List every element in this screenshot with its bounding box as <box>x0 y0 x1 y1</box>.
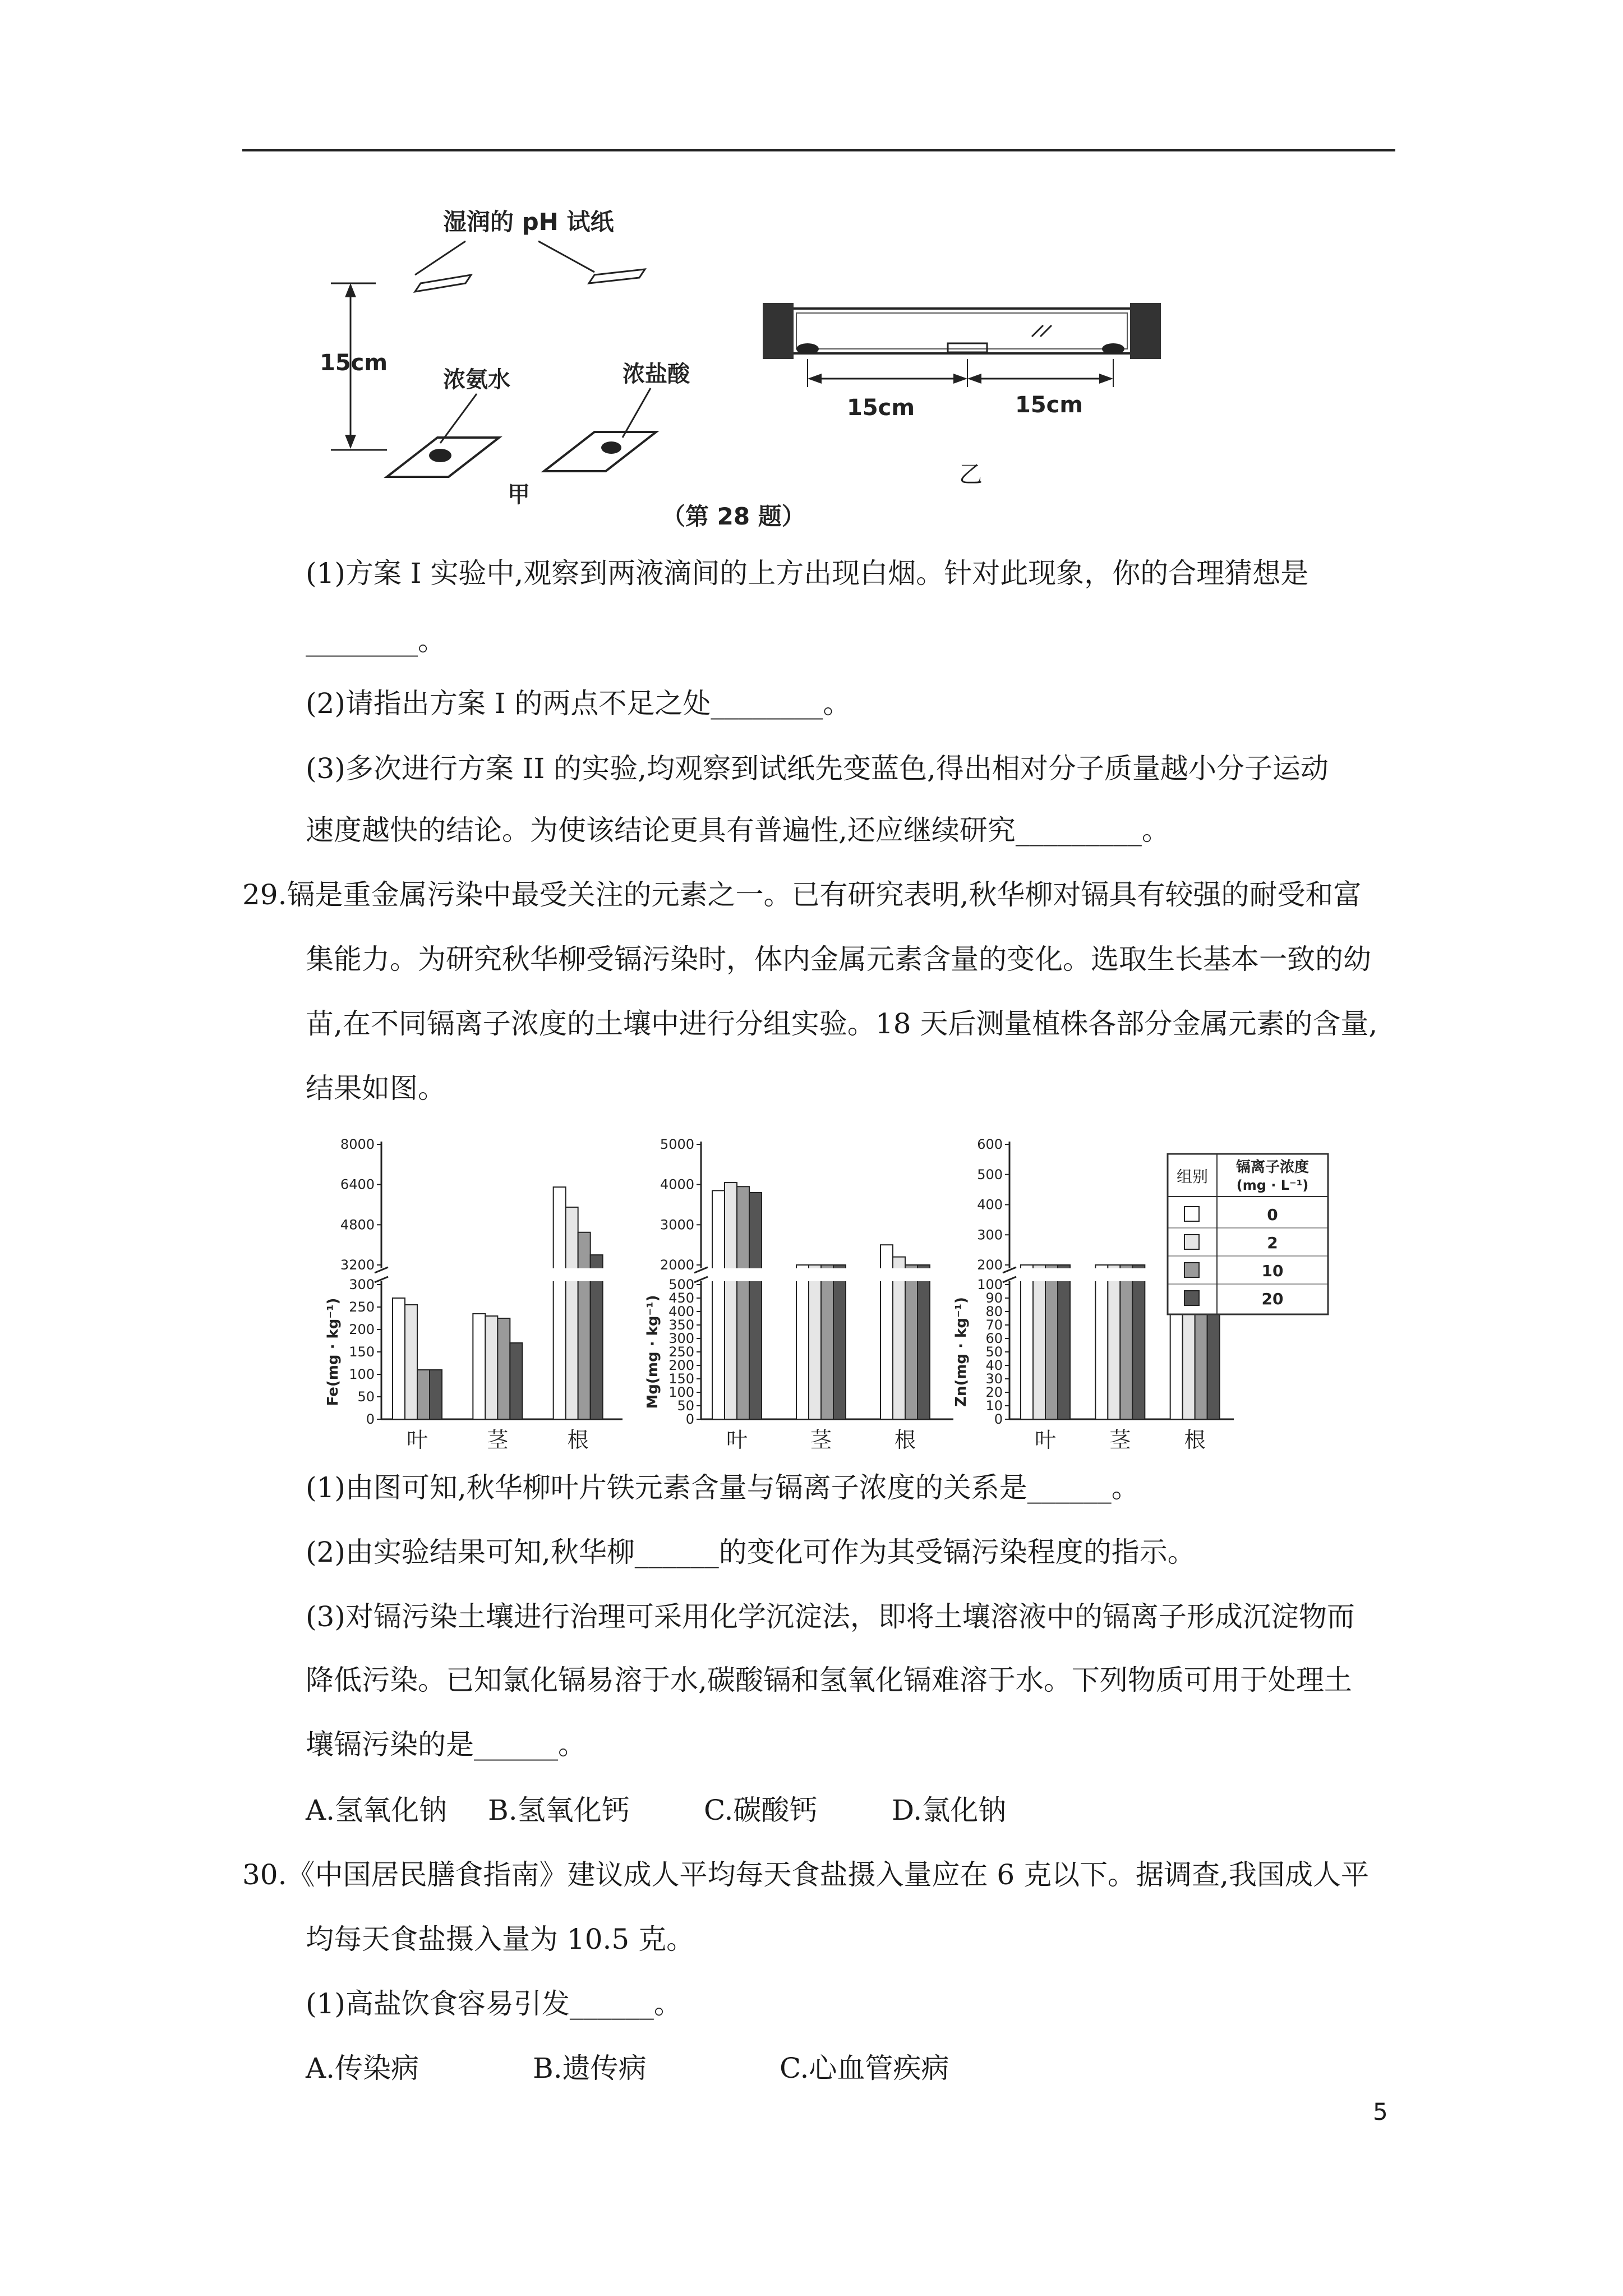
x-tick-label: 茎 <box>487 1428 509 1452</box>
q28-sub1-blank: ________。 <box>306 624 446 657</box>
x-tick-label: 叶 <box>406 1428 428 1452</box>
bar <box>497 1318 510 1419</box>
y-tick-label: 10 <box>985 1398 1003 1414</box>
x-tick-label: 叶 <box>726 1428 748 1452</box>
page-number: 5 <box>1373 2098 1388 2125</box>
q29-option-c: C.碳酸钙 <box>704 1794 818 1826</box>
q29-sub1: (1)由图可知,秋华柳叶片铁元素含量与镉离子浓度的关系是______。 <box>306 1471 1140 1504</box>
y-tick-label: 200 <box>977 1257 1003 1273</box>
bar <box>725 1182 737 1419</box>
y-tick-label: 3000 <box>660 1217 694 1233</box>
bar <box>917 1265 930 1419</box>
q28-sub3-a: (3)多次进行方案 II 的实验,均观察到试纸先变蓝色,得出相对分子质量越小分子运动 <box>306 752 1329 785</box>
q30-para-2: 均每天食盐摄入量为 10.5 克。 <box>306 1923 695 1955</box>
y-tick-label: 100 <box>668 1384 694 1400</box>
bar <box>809 1265 821 1419</box>
bar <box>430 1370 442 1419</box>
y-axis-label: Mg(mg · kg⁻¹) <box>644 1295 661 1409</box>
legend-swatch <box>1184 1291 1199 1305</box>
bar <box>833 1265 846 1419</box>
bar <box>566 1207 578 1419</box>
yi-right-dist: 15cm <box>1015 392 1083 418</box>
q29-option-b: B.氢氧化钙 <box>488 1794 630 1826</box>
x-tick-label: 叶 <box>1034 1428 1057 1452</box>
q28-sub2: (2)请指出方案 I 的两点不足之处________。 <box>306 687 851 720</box>
ammonia-label: 浓氨水 <box>443 367 510 393</box>
bar <box>737 1186 749 1419</box>
y-tick-label: 350 <box>668 1317 694 1333</box>
y-tick-label: 400 <box>977 1197 1003 1213</box>
bar <box>1058 1265 1070 1419</box>
y-tick-label: 500 <box>977 1166 1003 1182</box>
y-tick-label: 50 <box>677 1398 694 1414</box>
yi-label: 乙 <box>959 461 983 488</box>
q29-sub3-a: (3)对镉污染土壤进行治理可采用化学沉淀法，即将土壤溶液中的镉离子形成沉淀物而 <box>306 1600 1355 1633</box>
legend-col-group: 组别 <box>1176 1167 1209 1186</box>
q29-para-1: 29.镉是重金属污染中最受关注的元素之一。已有研究表明,秋华柳对镉具有较强的耐受和富 <box>242 878 1362 911</box>
y-tick-label: 0 <box>685 1411 694 1427</box>
y-tick-label: 100 <box>977 1277 1003 1292</box>
bar <box>712 1190 725 1419</box>
q28-sub1: (1)方案 I 实验中,观察到两液滴间的上方出现白烟。针对此现象，你的合理猜想是 <box>306 557 1309 590</box>
y-tick-label: 0 <box>366 1411 375 1427</box>
y-axis-label: Zn(mg · kg⁻¹) <box>953 1297 970 1407</box>
y-tick-label: 50 <box>985 1344 1003 1360</box>
y-tick-label: 500 <box>668 1277 694 1292</box>
bar <box>578 1232 591 1419</box>
y-tick-label: 300 <box>977 1227 1003 1243</box>
legend-swatch <box>1184 1207 1199 1221</box>
y-tick-label: 100 <box>349 1366 375 1382</box>
fig28-diagram <box>303 196 1178 544</box>
legend-table <box>1166 1153 1329 1315</box>
q30-option-b: B.遗传病 <box>533 2052 647 2085</box>
y-tick-label: 200 <box>668 1358 694 1373</box>
bar <box>554 1187 566 1419</box>
legend-value: 2 <box>1267 1234 1278 1252</box>
y-tick-label: 200 <box>349 1322 375 1337</box>
legend-col-unit: (mg · L⁻¹) <box>1236 1177 1309 1193</box>
y-tick-label: 6400 <box>340 1176 375 1193</box>
legend-col-conc: 镉离子浓度 <box>1235 1159 1310 1176</box>
bar <box>1095 1265 1108 1419</box>
y-tick-label: 20 <box>985 1384 1003 1400</box>
q30-sub1: (1)高盐饮食容易引发______。 <box>306 1987 682 2020</box>
y-tick-label: 40 <box>985 1358 1003 1373</box>
y-tick-label: 250 <box>668 1344 694 1360</box>
q29-option-a: A.氢氧化钠 <box>306 1794 448 1826</box>
fig28-caption: （第 28 题） <box>662 503 805 530</box>
yi-left-dist: 15cm <box>847 395 915 421</box>
q29-sub3-c: 壤镉污染的是______。 <box>306 1728 586 1761</box>
height-label: 15cm <box>320 350 388 376</box>
legend-swatch <box>1184 1235 1199 1249</box>
bar <box>796 1265 809 1419</box>
header-rule <box>242 149 1395 151</box>
axis-break <box>695 1268 953 1281</box>
bar <box>405 1305 417 1419</box>
bar <box>821 1265 833 1419</box>
q29-option-d: D.氯化钠 <box>892 1794 1007 1826</box>
bar <box>905 1265 917 1419</box>
bar <box>1021 1265 1033 1419</box>
bar <box>1033 1265 1045 1419</box>
bar <box>893 1257 905 1419</box>
axis-break <box>376 1268 623 1281</box>
y-tick-label: 300 <box>349 1277 375 1292</box>
x-tick-label: 根 <box>1184 1428 1206 1452</box>
y-tick-label: 30 <box>985 1371 1003 1387</box>
y-tick-label: 70 <box>985 1317 1003 1333</box>
q29-para-2: 集能力。为研究秋华柳受镉污染时，体内金属元素含量的变化。选取生长基本一致的幼 <box>306 943 1371 976</box>
y-tick-label: 80 <box>985 1304 1003 1319</box>
x-tick-label: 根 <box>894 1428 916 1452</box>
q30-option-c: C.心血管疾病 <box>780 2052 949 2085</box>
bar <box>1132 1265 1145 1419</box>
y-tick-label: 400 <box>668 1304 694 1319</box>
y-tick-label: 60 <box>985 1331 1003 1346</box>
bar <box>1120 1265 1132 1419</box>
bar <box>510 1343 522 1419</box>
y-tick-label: 600 <box>977 1137 1003 1152</box>
y-tick-label: 300 <box>668 1331 694 1346</box>
y-tick-label: 5000 <box>660 1137 694 1152</box>
q29-para-3: 苗,在不同镉离子浓度的土壤中进行分组实验。18 天后测量植株各部分金属元素的含量, <box>306 1007 1378 1040</box>
legend-value: 0 <box>1267 1205 1278 1224</box>
bar <box>1045 1265 1058 1419</box>
y-tick-label: 0 <box>994 1411 1003 1427</box>
y-tick-label: 90 <box>985 1290 1003 1306</box>
y-tick-label: 8000 <box>340 1137 375 1152</box>
hcl-label: 浓盐酸 <box>623 361 690 387</box>
q28-sub3-b: 速度越快的结论。为使该结论更具有普遍性,还应继续研究_________。 <box>306 814 1170 846</box>
x-tick-label: 根 <box>567 1428 589 1452</box>
q30-option-a: A.传染病 <box>306 2052 419 2085</box>
y-tick-label: 3200 <box>340 1257 375 1273</box>
y-tick-label: 150 <box>349 1344 375 1360</box>
y-tick-label: 4000 <box>660 1176 694 1193</box>
bar <box>473 1314 485 1419</box>
bar <box>1108 1265 1120 1419</box>
bar <box>485 1316 497 1419</box>
y-tick-label: 4800 <box>340 1217 375 1233</box>
bar <box>417 1370 430 1419</box>
y-axis-label: Fe(mg · kg⁻¹) <box>325 1297 342 1406</box>
bar <box>749 1193 762 1419</box>
bar <box>393 1298 405 1419</box>
ph-paper-label: 湿润的 pH 试纸 <box>443 208 614 236</box>
y-tick-label: 450 <box>668 1290 694 1306</box>
q30-para-1: 30.《中国居民膳食指南》建议成人平均每天食盐摄入量应在 6 克以下。据调查,我国成人平 <box>242 1858 1370 1891</box>
q29-sub2: (2)由实验结果可知,秋华柳______的变化可作为其受镉污染程度的指示。 <box>306 1536 1196 1568</box>
jia-label: 甲 <box>508 482 530 508</box>
x-tick-label: 茎 <box>1109 1428 1131 1452</box>
q29-sub3-b: 降低污染。已知氯化镉易溶于水,碳酸镉和氢氧化镉难溶于水。下列物质可用于处理土 <box>306 1664 1352 1696</box>
legend-value: 20 <box>1261 1290 1284 1308</box>
y-tick-label: 250 <box>349 1299 375 1315</box>
y-tick-label: 150 <box>668 1371 694 1387</box>
x-tick-label: 茎 <box>810 1428 832 1452</box>
q29-para-4: 结果如图。 <box>306 1072 446 1105</box>
legend-swatch <box>1184 1263 1199 1277</box>
legend-value: 10 <box>1261 1262 1284 1280</box>
y-tick-label: 2000 <box>660 1257 694 1273</box>
y-tick-label: 50 <box>357 1389 375 1405</box>
